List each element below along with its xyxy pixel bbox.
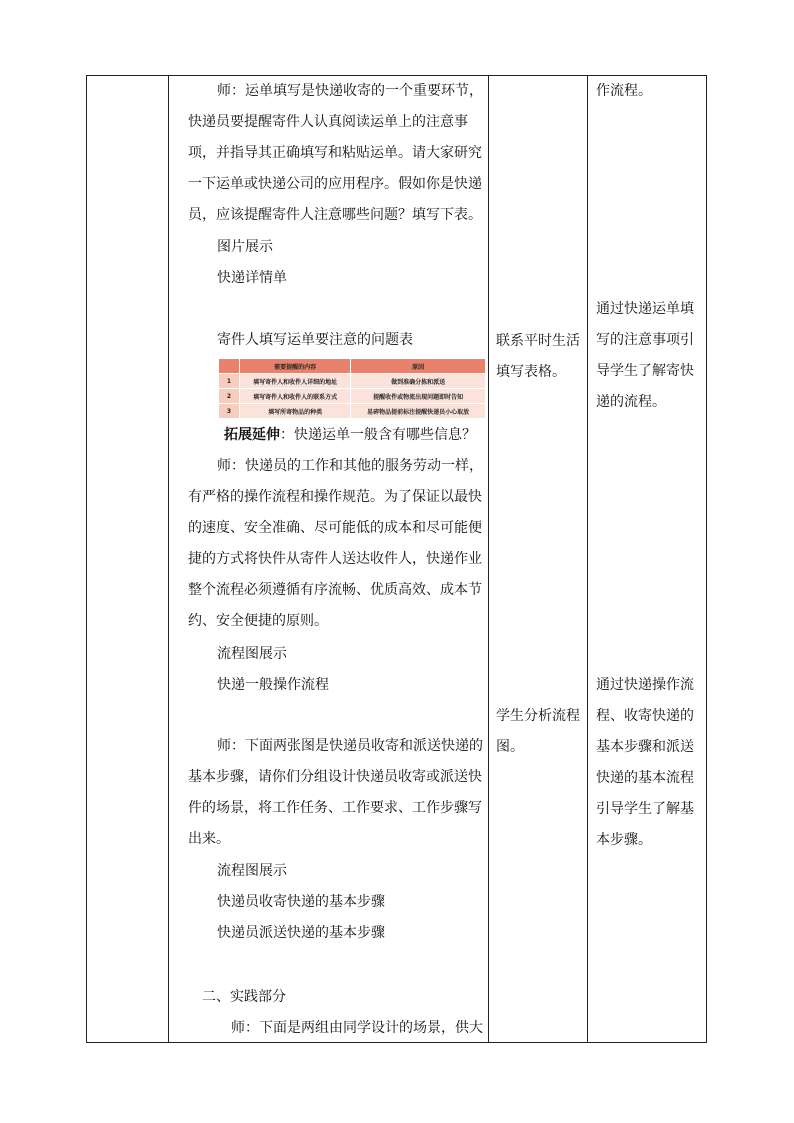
intent-line: 快递的基本流程 — [596, 770, 694, 786]
header-blank — [219, 359, 240, 374]
intent-line: 写的注意事项引 — [596, 332, 694, 348]
paragraph-line: 项，并指导其正确填写和粘贴运单。请大家研究 — [188, 145, 482, 161]
row-content: 填写寄件人和收件人详细的地址 — [240, 374, 351, 389]
row-reason: 提醒收件或物流出现问题即时告知 — [351, 389, 486, 404]
row-number: 2 — [219, 389, 240, 404]
activity-line: 学生分析流程 — [496, 708, 580, 724]
table-row — [219, 374, 486, 389]
intent-line: 程、收寄快递的 — [596, 708, 694, 724]
paragraph-line: 师：快递员的工作和其他的服务劳动一样， — [217, 458, 483, 474]
paragraph-line: 的速度、安全准确、尽可能低的成本和尽可能便 — [188, 520, 482, 536]
intent-line: 基本步骤和派送 — [596, 739, 694, 755]
paragraph-line: 员，应该提醒寄件人注意哪些问题？填写下表。 — [188, 207, 482, 223]
flow-label: 快递员派送快递的基本步骤 — [217, 925, 385, 941]
section-heading: 二、实践部分 — [202, 989, 286, 1005]
row-number: 1 — [219, 374, 240, 389]
table-title: 寄件人填写运单要注意的问题表 — [217, 332, 413, 348]
table-row — [219, 389, 486, 404]
intent-line: 递的流程。 — [596, 394, 666, 410]
intent-line: 引导学生了解基 — [596, 801, 694, 817]
column-divider-3 — [587, 75, 588, 1043]
paragraph-line: 有严格的操作流程和操作规范。为了保证以最快 — [188, 489, 482, 505]
detail-sheet-label: 快递详情单 — [217, 270, 287, 286]
paragraph-line: 一下运单或快递公司的应用程序。假如你是快递 — [188, 176, 482, 192]
paragraph-line: 约、安全便捷的原则。 — [188, 613, 328, 629]
column-divider-2 — [488, 75, 489, 1043]
flow-caption: 流程图展示 — [217, 646, 287, 662]
flow-label: 快递一般操作流程 — [217, 677, 329, 693]
paragraph-line: 整个流程必须遵循有序流畅、优质高效、成本节 — [188, 582, 482, 598]
intent-line: 导学生了解寄快 — [596, 363, 694, 379]
activity-line: 图。 — [496, 739, 524, 755]
intent-line: 通过快递运单填 — [596, 301, 694, 317]
row-reason: 做到准确分拣和派送 — [351, 374, 486, 389]
intent-line: 本步骤。 — [596, 832, 652, 848]
activity-line: 联系平时生活 — [496, 333, 580, 349]
paragraph-line: 基本步骤，请你们分组设计快递员收寄或派送快 — [188, 769, 482, 785]
paragraph-line: 师：运单填写是快递收寄的一个重要环节， — [217, 83, 483, 99]
header-reason: 原因 — [351, 359, 486, 374]
row-number: 3 — [219, 404, 240, 419]
table-row — [219, 404, 486, 419]
row-reason: 易碎物品提前标注提醒快递员小心取放 — [351, 404, 486, 419]
paragraph-line: 快递员要提醒寄件人认真阅读运单上的注意事 — [188, 114, 468, 130]
extension-line — [224, 420, 476, 451]
extension-question: ：快递运单一般含有哪些信息？ — [280, 427, 476, 443]
paragraph-line: 出来。 — [188, 831, 230, 847]
flow-label: 快递员收寄快递的基本步骤 — [217, 894, 385, 910]
image-caption: 图片展示 — [217, 239, 273, 255]
intent-line: 通过快递操作流 — [596, 677, 694, 693]
activity-line: 填写表格。 — [496, 364, 566, 380]
reminder-table — [218, 358, 486, 419]
row-content: 填写寄件人和收件人的联系方式 — [240, 389, 351, 404]
flow-caption: 流程图展示 — [217, 863, 287, 879]
header-content: 需要提醒的内容 — [240, 359, 351, 374]
paragraph-line: 捷的方式将快件从寄件人送达收件人，快递作业 — [188, 551, 482, 567]
paragraph-line: 师：下面两张图是快递员收寄和派送快递的 — [217, 738, 483, 754]
paragraph-line: 师：下面是两组由同学设计的场景，供大 — [231, 1020, 483, 1036]
column-divider-1 — [168, 75, 169, 1043]
intent-line: 作流程。 — [596, 83, 652, 99]
paragraph-line: 件的场景，将工作任务、工作要求、工作步骤写 — [188, 800, 482, 816]
extension-label: 拓展延伸 — [224, 427, 280, 443]
row-content: 填写所寄物品的种类 — [240, 404, 351, 419]
